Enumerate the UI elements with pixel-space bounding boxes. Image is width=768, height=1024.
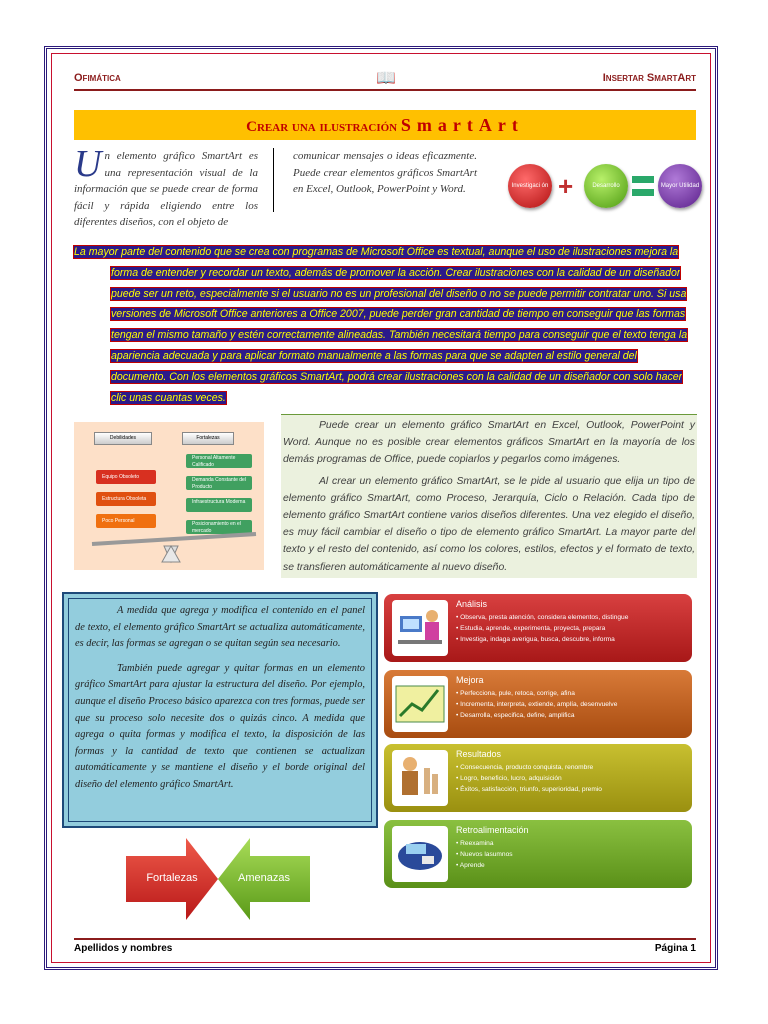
footer-rule xyxy=(74,938,696,940)
highlighted-paragraph xyxy=(74,242,696,408)
page-footer xyxy=(74,943,696,957)
header-left: Ofimática xyxy=(74,72,121,84)
chart-icon xyxy=(392,676,448,732)
right-paragraph-2: Al crear un elemento gráfico SmartArt, se le pide al usuario que elija un tipo de elemento gráfico SmartArt, como Proceso, Jerarquía, Ciclo o Relación. Cada tipo de elemento gráfico SmartArt contiene varios diseños diferentes. Una vez elegido el diseño, es muy fácil cambiar el diseño o tipo de elemento gráfico SmartArt. La mayor parte del texto y el resto del contenido, así como los colores, estilos, efectos y el formato de texto, se transfieren automáticamente al nuevo diseño. xyxy=(283,475,695,573)
panel-item: • Perfecciona, pule, retoca, corrige, afina xyxy=(456,690,575,697)
right-text-box xyxy=(281,414,697,578)
panel-resultados xyxy=(384,744,692,812)
arrow-fortalezas-label: Fortalezas xyxy=(146,872,198,884)
intro-col2: comunicar mensajes o ideas eficazmente. Puede crear elementos gráficos SmartArt en Excel, Outlook, PowerPoint y Word. xyxy=(293,150,477,195)
panel-title: Mejora xyxy=(456,675,484,685)
title-part2: SmartArt xyxy=(400,115,524,135)
blue-paragraph-1: A medida que agrega y modifica el contenido en el panel de texto, el elemento gráfico SmartArt se actualiza automáticamente, es decir, las formas se agregan o se quitan según sea necesario. xyxy=(75,605,365,650)
panel-item: • Nuevos lasumnos xyxy=(456,851,513,858)
intro-col1 xyxy=(74,143,258,231)
weakness-item: Equipo Obsoleto xyxy=(96,470,156,484)
blue-text-box xyxy=(62,592,378,828)
businessman-icon xyxy=(392,750,448,806)
title-part1: Crear una ilustración xyxy=(246,119,401,135)
strength-item: Infraestructura Moderna xyxy=(186,498,252,512)
strength-item: Personal Altamente Calificado xyxy=(186,454,252,468)
panel-item: • Reexamina xyxy=(456,840,494,847)
hl-line: tengan el mismo tamaño y estén correctamente alineadas. También necesitará tiempo para conseguir que el texto tenga la xyxy=(111,329,688,342)
blue-text-inner xyxy=(68,598,372,822)
panel-analisis xyxy=(384,594,692,662)
circle-mayor-utilidad: Mayor Utilidad xyxy=(658,164,702,208)
panel-item: • Incrementa, interpreta, extiende, amplía, desenvuelve xyxy=(456,701,618,708)
panel-mejora xyxy=(384,670,692,738)
panel-item: • Desarrolla, especifica, define, amplifica xyxy=(456,712,575,719)
panel-item: • Consecuencia, producto conquista, renombre xyxy=(456,764,594,771)
circle-investigacion: Investigaci ón xyxy=(508,164,552,208)
panel-title: Retroalimentación xyxy=(456,825,529,835)
arrows-graphic xyxy=(126,838,310,920)
panel-item: • Aprende xyxy=(456,862,485,869)
page-header xyxy=(74,72,696,88)
panel-retroalimentacion xyxy=(384,820,692,888)
arrow-amenazas-label: Amenazas xyxy=(238,872,290,884)
intro-col1-text: n elemento gráfico SmartArt es una representación visual de la información que se puede crear de forma fácil y rápida eligiendo entre los diferentes diseños, con el objeto de xyxy=(74,150,258,228)
right-header: Fortalezas xyxy=(182,432,234,445)
equals-icon xyxy=(632,172,654,200)
panel-item: • Investiga, indaga averigua, busca, descubre, informa xyxy=(456,636,615,643)
circle-desarrollo: Desarrollo xyxy=(584,164,628,208)
panel-title: Resultados xyxy=(456,749,502,759)
weakness-item: Poco Personal xyxy=(96,514,156,528)
footer-right: Página 1 xyxy=(654,943,696,954)
panel-item: • Éxitos, satisfacción, triunfo, superioridad, premio xyxy=(456,786,602,793)
plus-icon: + xyxy=(558,171,574,201)
balance-scale xyxy=(74,422,264,570)
hl-line: versiones de Microsoft Office anteriores a Office 2007, puede perder gran cantidad de tiempo en conseguir que las formas xyxy=(111,308,686,321)
strength-item: Posicionamiento en el mercado xyxy=(186,520,252,534)
header-right: Insertar SmartArt xyxy=(602,72,696,84)
footer-left: Apellidos y nombres xyxy=(74,943,173,954)
weakness-item: Estructura Obsoleta xyxy=(96,492,156,506)
column-divider xyxy=(273,148,274,212)
strength-item: Demanda Constante del Producto xyxy=(186,476,252,490)
title-bar xyxy=(74,110,696,140)
hl-line: puede ser un reto, especialmente si el usuario no es un profesional del diseño o no se puede permitir contratar uno. Si usa xyxy=(111,287,687,300)
panel-item: • Observa, presta atención, considera elementos, distingue xyxy=(456,614,629,621)
hl-line: clic unas cuantas veces. xyxy=(111,391,226,404)
blue-paragraph-2: También puede agregar y quitar formas en un elemento gráfico SmartArt para ajustar la estructura del diseño. Por ejemplo, aunque el diseño Proceso básico aparezca con tres formas, puede ser que su proceso solo necesite dos o quizás cinco. A medida que agrega o quita formas y modifica el texto, la disposición de las formas y la cantidad de texto que contienen se actualizan automáticamente y se mantiene el diseño y el borde original del diseño del elemento gráfico SmartArt. xyxy=(75,662,365,790)
hl-line: La mayor parte del contenido que se crea con programas de Microsoft Office es textual, aunque el uso de ilustraciones mejora la xyxy=(74,246,679,258)
person-computer-icon xyxy=(392,600,448,656)
disk-icon xyxy=(392,826,448,882)
hl-line: documento. Con los elementos gráficos SmartArt, podrá crear ilustraciones con la calidad de un diseñador con solo hacer xyxy=(111,370,683,383)
left-header: Debilidades xyxy=(94,432,152,445)
hl-line: apariencia adecuada y para aplicar formato manualmente a las formas para que se adapten al estilo general del xyxy=(111,349,637,362)
panel-item: • Estudia, aprende, experimenta, proyecta, prepara xyxy=(456,625,606,632)
right-paragraph-1: Puede crear un elemento gráfico SmartArt en Excel, Outlook, PowerPoint y Word. Aunque no es posible crear elementos gráficos SmartArt en la mayoría de los demás programas de Office, puede copiarlos y pegarlos como imágenes. xyxy=(283,420,695,466)
balance-diagram xyxy=(74,422,264,570)
equation-graphic xyxy=(508,164,708,212)
book-icon: 📖 xyxy=(376,70,396,87)
hl-line: forma de entender y recordar un texto, además de promover la acción. Crear ilustraciones con la calidad de un diseñador xyxy=(111,266,681,279)
panel-item: • Logro, beneficio, lucro, adquisición xyxy=(456,775,562,782)
dropcap: U xyxy=(74,143,102,185)
panel-title: Análisis xyxy=(456,599,488,609)
header-rule xyxy=(74,89,696,91)
